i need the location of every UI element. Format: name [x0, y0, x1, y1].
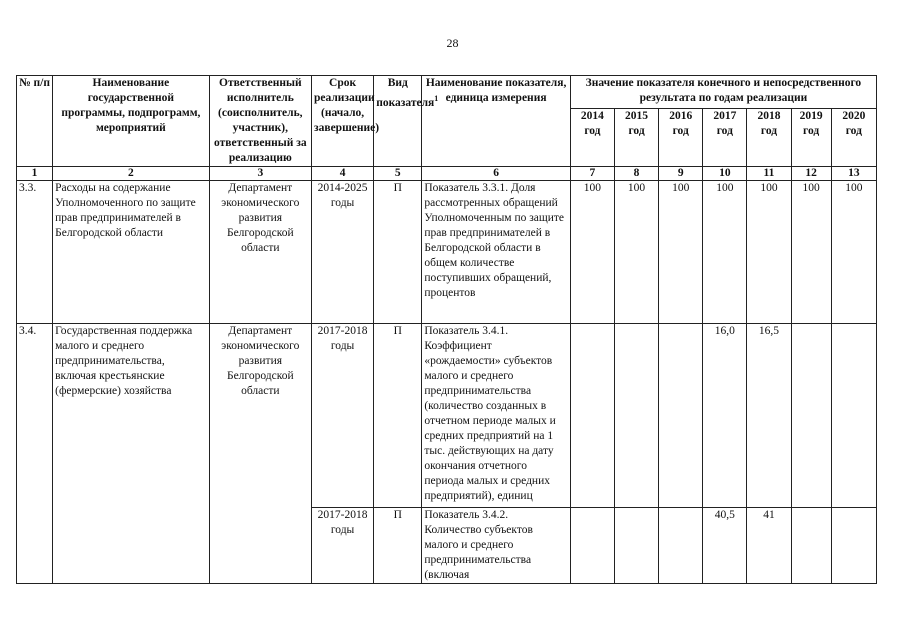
- header-kind: [374, 76, 439, 167]
- header-year: 2016 год: [659, 108, 703, 166]
- row-value-2016: [659, 508, 703, 584]
- row-value-2020: 100: [831, 181, 876, 324]
- row-value-2016: [659, 324, 703, 508]
- column-number: 1: [17, 167, 53, 181]
- header-year: 2014 год: [570, 108, 614, 166]
- header-indicator: Наименование показателя, единица измерения: [422, 76, 571, 167]
- header-executor: Ответственный исполнитель (соисполнитель, участник), ответственный за реализацию: [209, 76, 311, 167]
- column-number: 8: [614, 167, 658, 181]
- header-year: 2020 год: [831, 108, 876, 166]
- column-number: 2: [53, 167, 210, 181]
- table-row: [17, 181, 877, 324]
- column-number: 9: [659, 167, 703, 181]
- row-indicator: Показатель 3.4.1. Коэффициент «рождаемости» субъектов малого и среднего предпринимательства (количество созданных в отчетном периоде малых и средних предприятий на 1 тыс. действующих на дату окончания отчетного периода малых и средних предприятий), единиц: [422, 324, 571, 508]
- column-number: 10: [703, 167, 747, 181]
- header-year: 2019 год: [791, 108, 831, 166]
- row-value-2014: 100: [570, 181, 614, 324]
- column-number: 3: [209, 167, 311, 181]
- row-value-2019: [791, 324, 831, 508]
- row-kind: П: [374, 324, 422, 508]
- header-kind-footnote: 1: [434, 94, 439, 103]
- header-num: № п/п: [17, 76, 53, 167]
- column-number: 4: [311, 167, 373, 181]
- row-indicator: Показатель 3.4.2. Количество субъектов малого и среднего предпринимательства (включая: [422, 508, 571, 584]
- row-value-2020: [831, 508, 876, 584]
- row-value-2020: [831, 324, 876, 508]
- row-value-2014: [570, 508, 614, 584]
- indicator-table: [16, 75, 877, 584]
- row-number: 3.3.: [17, 181, 53, 324]
- row-value-2017: 16,0: [703, 324, 747, 508]
- row-term: 2014-2025 годы: [311, 181, 373, 324]
- table-row: [17, 324, 877, 508]
- row-kind: П: [374, 508, 422, 584]
- row-value-2019: [791, 508, 831, 584]
- header-values-group: Значение показателя конечного и непосредственного результата по годам реализации: [570, 76, 876, 109]
- header-row: [17, 76, 877, 109]
- row-number: 3.4.: [17, 324, 53, 584]
- row-program-name: Государственная поддержка малого и среднего предпринимательства, включая крестьянские (фермерские) хозяйства: [53, 324, 210, 584]
- page-number: 28: [446, 36, 459, 50]
- header-kind-text: Вид показателя: [376, 77, 435, 109]
- column-number: 5: [374, 167, 422, 181]
- row-value-2015: [614, 508, 658, 584]
- row-value-2018: 16,5: [747, 324, 791, 508]
- row-indicator: Показатель 3.3.1. Доля рассмотренных обращений Уполномоченным по защите прав предпринимателей в Белгородской области в общем количестве поступивших обращений, процентов: [422, 181, 571, 324]
- header-year: 2017 год: [703, 108, 747, 166]
- row-value-2016: 100: [659, 181, 703, 324]
- column-numbers-row: [17, 167, 877, 181]
- header-term: Срок реализации (начало, завершение): [311, 76, 373, 167]
- row-program-name: Расходы на содержание Уполномоченного по защите прав предпринимателей в Белгородской области: [53, 181, 210, 324]
- row-term: 2017-2018 годы: [311, 508, 373, 584]
- row-value-2018: 41: [747, 508, 791, 584]
- header-name: Наименование государственной программы, подпрограмм, мероприятий: [53, 76, 210, 167]
- row-value-2017: 40,5: [703, 508, 747, 584]
- column-number: 6: [422, 167, 571, 181]
- row-value-2014: [570, 324, 614, 508]
- header-year: 2018 год: [747, 108, 791, 166]
- row-value-2015: [614, 324, 658, 508]
- column-number: 11: [747, 167, 791, 181]
- row-executor: Департамент экономического развития Белгородской области: [209, 324, 311, 584]
- column-number: 12: [791, 167, 831, 181]
- row-kind: П: [374, 181, 422, 324]
- row-value-2018: 100: [747, 181, 791, 324]
- header-year: 2015 год: [614, 108, 658, 166]
- row-executor: Департамент экономического развития Белгородской области: [209, 181, 311, 324]
- column-number: 7: [570, 167, 614, 181]
- row-value-2015: 100: [614, 181, 658, 324]
- column-number: 13: [831, 167, 876, 181]
- row-value-2019: 100: [791, 181, 831, 324]
- row-value-2017: 100: [703, 181, 747, 324]
- row-term: 2017-2018 годы: [311, 324, 373, 508]
